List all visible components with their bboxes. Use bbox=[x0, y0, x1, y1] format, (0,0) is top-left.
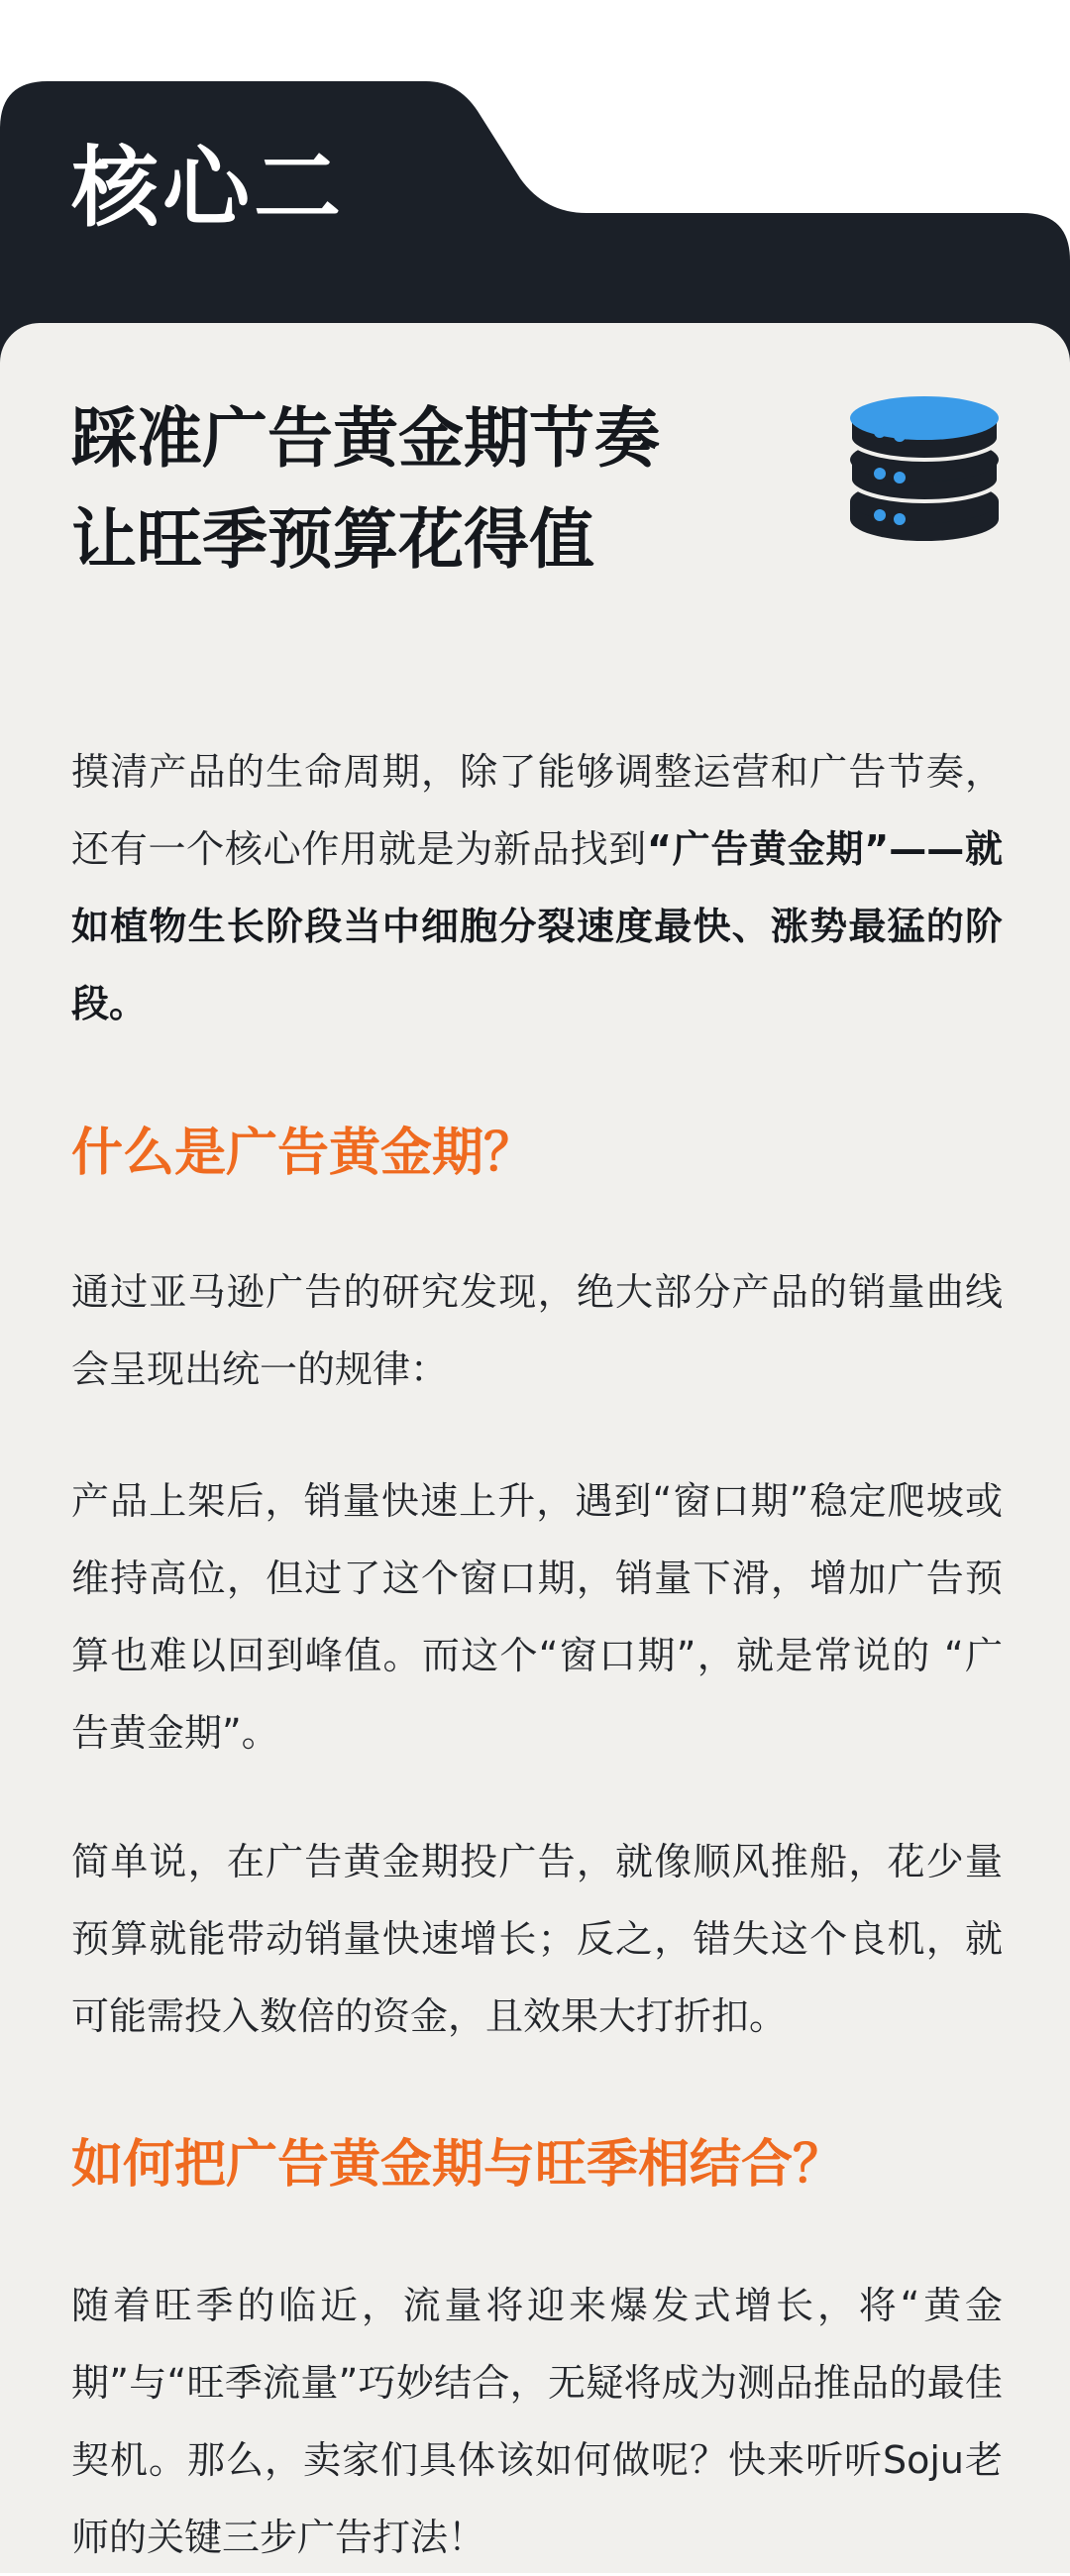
intro-bold-text: “广告黄金期”——就如植物生长阶段当中细胞分裂速度最快、涨势最猛的阶段。 bbox=[71, 827, 1003, 1025]
intro-paragraph bbox=[71, 733, 1003, 1042]
how-heading: 如何把广告黄金期与旺季相结合？ bbox=[71, 2135, 845, 2195]
headline-line-2: 让旺季预算花得值 bbox=[71, 501, 594, 578]
database-icon bbox=[848, 394, 1001, 543]
what-paragraph-3: 简单说，在广告黄金期投广告，就像顺风推船，花少量预算就能带动销量快速增长；反之，错失这个良机，就可能需投入数倍的资金，且效果大打折扣。 bbox=[71, 1840, 1003, 2038]
headline bbox=[71, 388, 824, 590]
how-paragraph-1: 随着旺季的临近，流量将迎来爆发式增长，将“黄金期”与“旺季流量”巧妙结合，无疑将成为测品推品的最佳契机。那么，卖家们具体该如何做呢？快来听听Soju老师的关键三步广告打法！ bbox=[71, 2284, 1003, 2559]
content-card bbox=[0, 323, 1070, 2573]
what-is-heading: 什么是广告黄金期？ bbox=[71, 1124, 536, 1183]
section-tab-title: 核心二 bbox=[71, 137, 346, 239]
intro-text: 摸清产品的生命周期，除了能够调整运营和广告节奏，还有一个核心作用就是为新品找到 bbox=[71, 750, 1003, 871]
what-paragraph-2: 产品上架后，销量快速上升，遇到“窗口期”稳定爬坡或维持高位，但过了这个窗口期，销量下滑，增加广告预算也难以回到峰值。而这个“窗口期”，就是常说的 “广告黄金期”。 bbox=[71, 1479, 1003, 1755]
headline-line-1: 踩准广告黄金期节奏 bbox=[71, 400, 660, 477]
what-paragraph-1: 通过亚马逊广告的研究发现，绝大部分产品的销量曲线会呈现出统一的规律： bbox=[71, 1270, 1003, 1391]
